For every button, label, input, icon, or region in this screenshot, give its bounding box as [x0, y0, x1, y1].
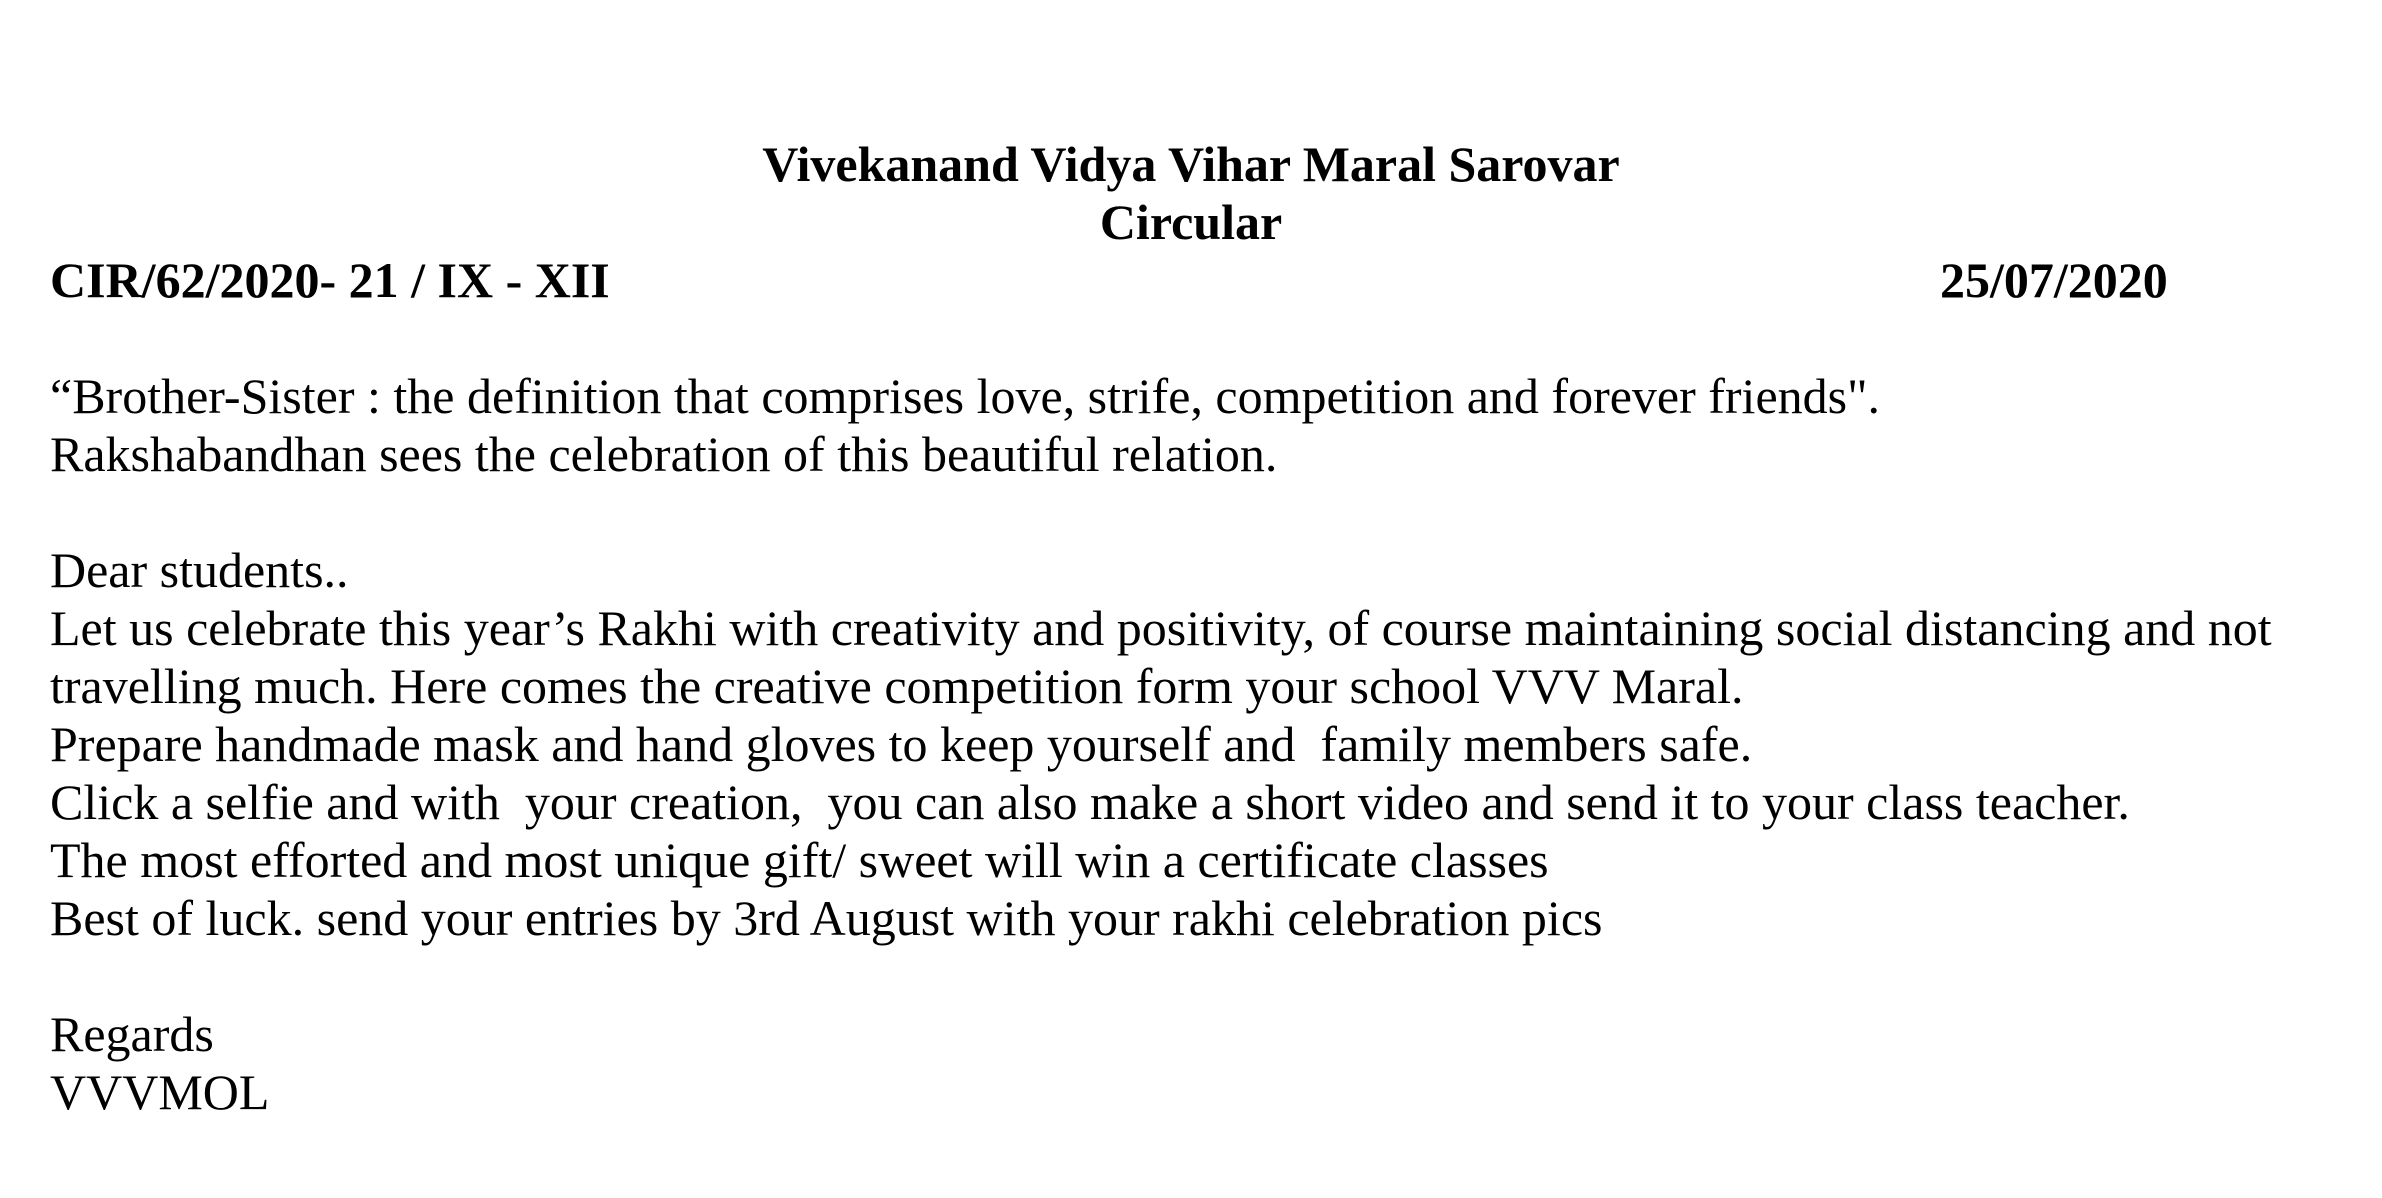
salutation: Dear students.. [50, 542, 349, 598]
body-line: Prepare handmade mask and hand gloves to keep yourself and family members safe. [50, 716, 1753, 772]
body-line: Click a selfie and with your creation, you can also make a short video and send it to your class teacher. [50, 774, 2130, 830]
body-line: Best of luck. send your entries by 3rd August with your rakhi celebration pics [50, 890, 1603, 946]
regards: Regards [50, 1006, 214, 1062]
circular-number: CIR/62/2020- 21 / IX - XII [50, 252, 610, 308]
circular-date: 25/07/2020 [1940, 252, 2168, 308]
signature: VVVMOL [50, 1064, 270, 1120]
school-name: Vivekanand Vidya Vihar Maral Sarovar [762, 136, 1620, 192]
body-line: travelling much. Here comes the creative competition form your school VVV Maral. [50, 658, 1744, 714]
quote-line-2: Rakshabandhan sees the celebration of this beautiful relation. [50, 426, 1278, 482]
body-line: Let us celebrate this year’s Rakhi with creativity and positivity, of course maintaining social distancing and not [50, 600, 2272, 656]
quote-line-1: “Brother-Sister : the definition that comprises love, strife, competition and forever friends". [50, 368, 1881, 424]
body-line: The most efforted and most unique gift/ sweet will win a certificate classes [50, 832, 1549, 888]
document-type: Circular [1099, 194, 1283, 250]
